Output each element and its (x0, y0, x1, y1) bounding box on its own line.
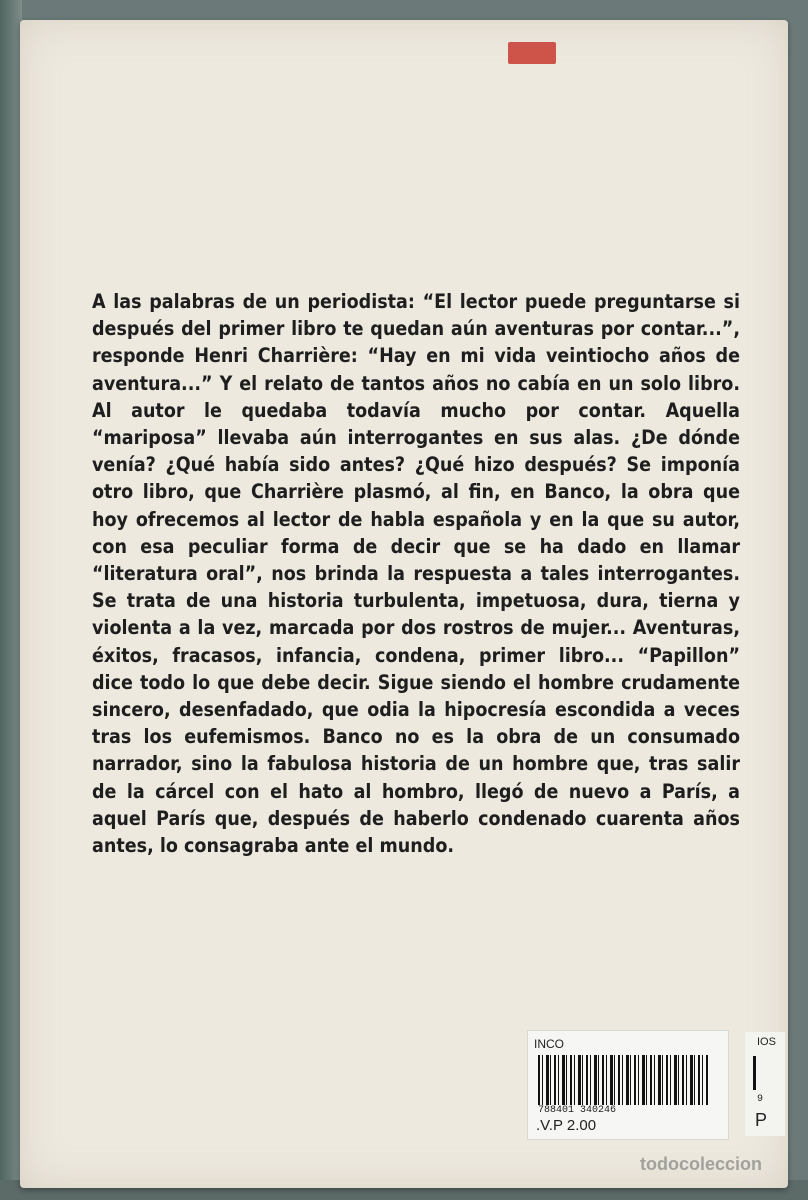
barcode-digits: 788401 340246 (538, 1105, 617, 1116)
secondary-sticker-digit: 9 (757, 1094, 764, 1105)
secondary-sticker (745, 1032, 785, 1136)
secondary-sticker-code: IOS (757, 1036, 776, 1048)
table-surface-left (0, 0, 22, 1200)
sticker-title: INCO (534, 1037, 564, 1051)
watermark: todocoleccion (640, 1154, 763, 1174)
red-spine-mark (508, 42, 556, 64)
secondary-sticker-letter: P (755, 1110, 768, 1130)
back-cover-blurb: A las palabras de un periodista: “El lector puede preguntarse si después del primer libro te quedan aún aventuras por contar...”, responde Henri Charrière: “Hay en mi vida veintiocho años de aventura...” Y el relato de tantos años no cabía en un solo libro. Al autor le quedaba todavía mucho por contar. Aquella “mariposa” llevaba aún interrogantes en sus alas. ¿De dónde venía? ¿Qué había sido antes? ¿Qué hizo después? Se imponía otro libro, que Charrière plasmó, al fin, en Banco, la obra que hoy ofrecemos al lector de habla española y en la que su autor, con esa peculiar forma de decir que se ha dado en llamar “literatura oral”, nos brinda la respuesta a tales interrogantes. Se trata de una historia turbulenta, impetuosa, dura, tierna y violenta a la vez, marcada por dos rostros de mujer... Aventuras, éxitos, fracasos, infancia, condena, primer libro... “Papillon” dice todo lo que debe decir. Sigue siendo el hombre crudamente sincero, desenfadado, que odia la hipocresía escondida a veces tras los eufemismos. Banco no es la obra de un consumado narrador, sino la fabulosa historia de un hombre que, tras salir de la cárcel con el hato al hombro, llegó de nuevo a París, a aquel París que, después de haberlo condenado cuarenta años antes, lo consagraba ante el mundo. (92, 290, 740, 858)
price-sticker (527, 1030, 729, 1140)
book-back-cover (20, 20, 788, 1188)
price-label: .V.P 2.00 (536, 1117, 597, 1134)
barcode-icon (538, 1055, 708, 1105)
secondary-barcode-icon (753, 1056, 756, 1090)
